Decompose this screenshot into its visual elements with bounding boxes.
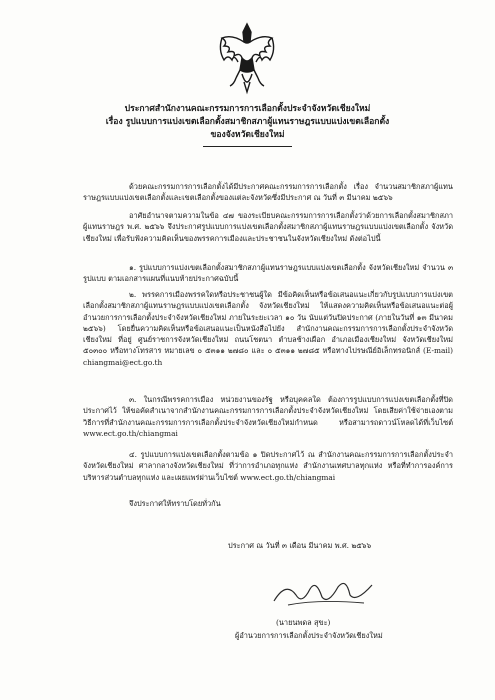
paragraph-intro: ด้วยคณะกรรมการการเลือกตั้งได้มีประกาศคณะกรรมการการเลือกตั้ง เรื่อง จำนวนสมาชิกสภาผู้แทนราษฎรแบบแบ่งเขตเลือกตั้งและเขตเลือกตั้งของแต่ละจังหวัดซึ่งมีประกาศ ณ วันที่ ๓ มีนาคม ๒๕๖๖ <box>83 182 453 203</box>
item-2: ๒. พรรคการเมืองพรรคใดหรือประชาชนผู้ใด มีข้อคิดเห็นหรือข้อเสนอแนะเกี่ยวกับรูปแบบการแบ่งเขตเลือกตั้งสมาชิกสภาผู้แทนราษฎรแบบแบ่งเขตเลือกตั้ง จังหวัดเชียงใหม่ ให้แสดงความคิดเห็นหรือข้อเสนอแนะต่อผู้อำนวยการการเลือกตั้งประจำจังหวัดเชียงใหม่ ภายในระยะเวลา ๑๐ วัน นับแต่วันปิดประกาศ (ภายในวันที่ ๑๓ มีนาคม ๒๕๖๖) โดยยื่นความคิดเห็นหรือข้อเสนอแนะเป็นหนังสือไปยัง สำนักงานคณะกรรมการการเลือกตั้งประจำจังหวัดเชียงใหม่ ที่อยู่ ศูนย์ราชการจังหวัดเชียงใหม่ ถนนโชตนา ตำบลช้างเผือก อำเภอเมืองเชียงใหม่ จังหวัดเชียงใหม่ ๕๐๓๐๐ หรือทางโทรสาร หมายเลข ๐ ๕๓๑๑ ๒๗๘๐ และ ๐ ๕๓๑๑ ๒๗๘๕ หรือทางไปรษณีย์อิเล็กทรอนิกส์ (E-mail) chiangmai@ect.go.th <box>83 290 453 367</box>
title-divider <box>203 146 292 147</box>
announcement-subject-line2: ของจังหวัดเชียงใหม่ <box>210 130 285 140</box>
signature-icon <box>268 575 378 611</box>
item-4: ๔. รูปแบบการแบ่งเขตเลือกตั้งตามข้อ ๑ ปิดประกาศไว้ ณ สำนักงานคณะกรรมการการเลือกตั้งประจำจังหวัดเชียงใหม่ ศาลากลางจังหวัดเชียงใหม่ ที่ว่าการอำเภอทุกแห่ง สำนักงานเทศบาลทุกแห่ง หรือที่ทำการองค์การบริหารส่วนตำบลทุกแห่ง และเผยแพร่ผ่านเว็บไซต์ www.ect.go.th/chiangmai <box>83 450 453 482</box>
signer-title: ผู้อำนวยการการเลือกตั้งประจำจังหวัดเชียงใหม่ <box>235 631 383 640</box>
announcement-subject-line: เรื่อง รูปแบบการแบ่งเขตเลือกตั้งสมาชิกสภาผู้แทนราษฎรแบบแบ่งเขตเลือกตั้ง <box>105 117 390 127</box>
announcement-date: ประกาศ ณ วันที่ ๓ เดือน มีนาคม พ.ศ. ๒๕๖๖ <box>228 541 372 550</box>
item-3: ๓. ในกรณีพรรคการเมือง หน่วยงานของรัฐ หรือบุคคลใด ต้องการรูปแบบการแบ่งเขตเลือกตั้งที่ปิดประกาศไว้ ให้ขอคัดสำเนาจากสำนักงานคณะกรรมการการเลือกตั้งประจำจังหวัดเชียงใหม่ โดยเสียค่าใช้จ่ายเองตามวิธีการที่สำนักงานคณะกรรมการการเลือกตั้งประจำจังหวัดเชียงใหม่กำหนด หรือสามารถดาวน์โหลดได้ที่เว็บไซต์ www.ect.go.th/chiangmai <box>83 395 453 438</box>
signer-name: (นายนพดล สุขะ) <box>276 618 331 627</box>
garuda-emblem-icon <box>214 20 280 96</box>
announcement-title-line1: ประกาศสำนักงานคณะกรรมการการเลือกตั้งประจำจังหวัดเชียงใหม่ <box>124 104 371 114</box>
closing-line: จึงประกาศให้ทราบโดยทั่วกัน <box>129 499 221 508</box>
paragraph-authority: อาศัยอำนาจตามความในข้อ ๔๗ ของระเบียบคณะกรรมการการเลือกตั้งว่าด้วยการเลือกตั้งสมาชิกสภาผู้แทนราษฎร พ.ศ. ๒๕๖๖ จึงประกาศรูปแบบการแบ่งเขตเลือกตั้งสมาชิกสภาผู้แทนราษฎรแบบแบ่งเขตเลือกตั้ง จังหวัดเชียงใหม่ เพื่อรับฟังความคิดเห็นของพรรคการเมืองและประชาชนในจังหวัดเชียงใหม่ ดังต่อไปนี้ <box>83 211 453 243</box>
item-1: ๑. รูปแบบการแบ่งเขตเลือกตั้งสมาชิกสภาผู้แทนราษฎรแบบแบ่งเขตเลือกตั้ง จังหวัดเชียงใหม่ จำนวน ๓ รูปแบบ ตามเอกสารแผนที่แนบท้ายประกาศฉบับนี้ <box>83 263 453 284</box>
